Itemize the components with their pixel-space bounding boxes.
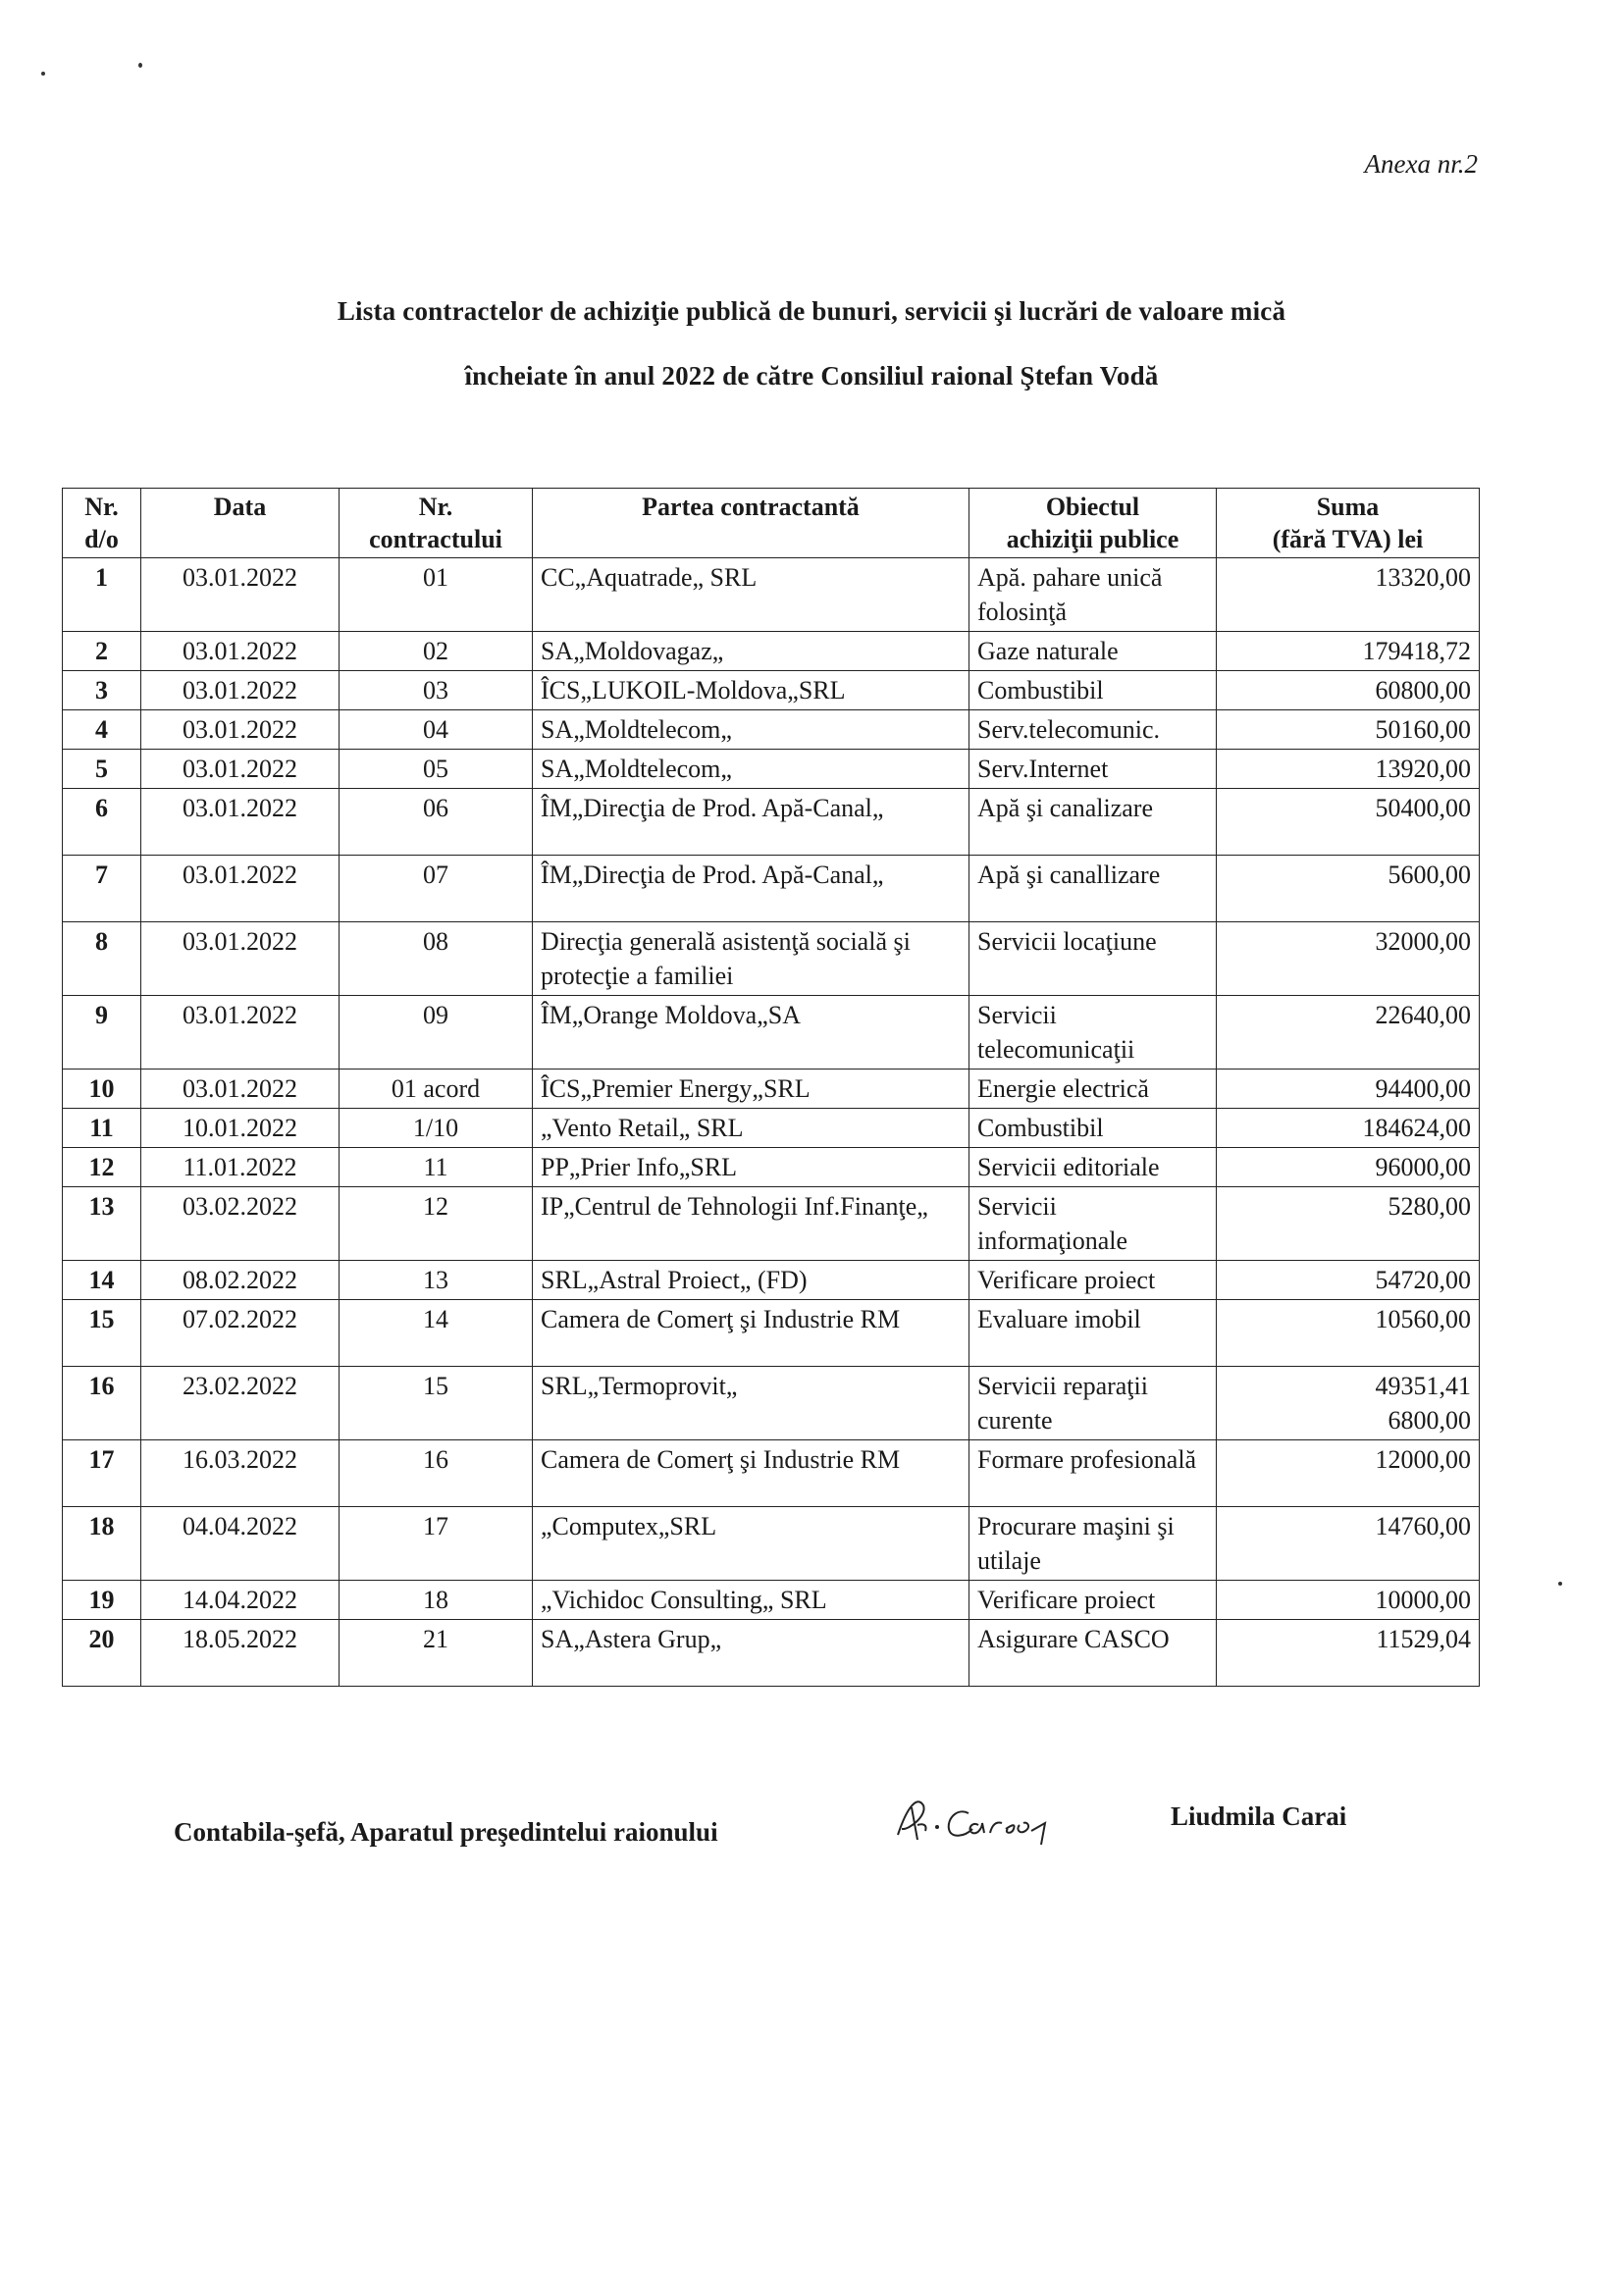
row-number: 13 [63, 1187, 141, 1261]
row-date: 23.02.2022 [141, 1367, 340, 1440]
row-date: 04.04.2022 [141, 1507, 340, 1581]
row-date: 16.03.2022 [141, 1440, 340, 1507]
row-date: 03.01.2022 [141, 558, 340, 632]
row-contract-number: 1/10 [340, 1109, 533, 1148]
row-date: 11.01.2022 [141, 1148, 340, 1187]
table-row [63, 1070, 1480, 1109]
row-sum: 12000,00 [1217, 1440, 1480, 1507]
scan-speck [138, 63, 142, 68]
row-contract-number: 09 [340, 996, 533, 1070]
row-number: 15 [63, 1300, 141, 1367]
row-number: 1 [63, 558, 141, 632]
row-date: 10.01.2022 [141, 1109, 340, 1148]
row-contract-number: 13 [340, 1261, 533, 1300]
row-object: Evaluare imobil [969, 1300, 1217, 1367]
header-contract-number: Nr. contractului [340, 489, 533, 558]
row-object: Formare profesională [969, 1440, 1217, 1507]
row-number: 8 [63, 922, 141, 996]
row-date: 07.02.2022 [141, 1300, 340, 1367]
table-row [63, 856, 1480, 922]
row-sum: 179418,72 [1217, 632, 1480, 671]
row-number: 4 [63, 710, 141, 750]
row-date: 03.01.2022 [141, 750, 340, 789]
row-date: 03.01.2022 [141, 671, 340, 710]
signer-name: Liudmila Carai [1171, 1801, 1347, 1831]
row-date: 03.02.2022 [141, 1187, 340, 1261]
document-title-line2: încheiate în anul 2022 de către Consiliul raional Ştefan Vodă [464, 361, 1159, 391]
row-object: Apă şi canalizare [969, 789, 1217, 856]
row-contract-number: 16 [340, 1440, 533, 1507]
row-object: Servicii locaţiune [969, 922, 1217, 996]
row-object: Combustibil [969, 671, 1217, 710]
row-sum: 50400,00 [1217, 789, 1480, 856]
row-date: 14.04.2022 [141, 1581, 340, 1620]
row-number: 19 [63, 1581, 141, 1620]
row-date: 03.01.2022 [141, 922, 340, 996]
row-contract-number: 07 [340, 856, 533, 922]
row-number: 6 [63, 789, 141, 856]
row-number: 9 [63, 996, 141, 1070]
table-row [63, 710, 1480, 750]
row-contract-number: 01 acord [340, 1070, 533, 1109]
row-contract-number: 18 [340, 1581, 533, 1620]
row-party: Camera de Comerţ şi Industrie RM [533, 1300, 969, 1367]
row-object: Apă. pahare unică folosinţă [969, 558, 1217, 632]
table-row [63, 922, 1480, 996]
signer-role: Contabila-şefă, Aparatul preşedintelui raionului [174, 1817, 718, 1847]
table-row [63, 1109, 1480, 1148]
row-party: „Computex„SRL [533, 1507, 969, 1581]
row-contract-number: 02 [340, 632, 533, 671]
row-object: Apă şi canallizare [969, 856, 1217, 922]
row-party: SA„Moldovagaz„ [533, 632, 969, 671]
row-sum: 11529,04 [1217, 1620, 1480, 1687]
table-row [63, 1261, 1480, 1300]
row-contract-number: 03 [340, 671, 533, 710]
table-row [63, 558, 1480, 632]
row-date: 03.01.2022 [141, 789, 340, 856]
row-object: Asigurare CASCO [969, 1620, 1217, 1687]
table-row [63, 632, 1480, 671]
row-party: ÎCS„Premier Energy„SRL [533, 1070, 969, 1109]
row-number: 5 [63, 750, 141, 789]
row-sum: 96000,00 [1217, 1148, 1480, 1187]
row-contract-number: 04 [340, 710, 533, 750]
row-number: 3 [63, 671, 141, 710]
row-party: SRL„Astral Proiect„ (FD) [533, 1261, 969, 1300]
row-object: Servicii informaţionale [969, 1187, 1217, 1261]
row-number: 14 [63, 1261, 141, 1300]
row-object: Serv.Internet [969, 750, 1217, 789]
table-row [63, 1620, 1480, 1687]
scan-speck [1558, 1582, 1562, 1586]
row-party: „Vento Retail„ SRL [533, 1109, 969, 1148]
row-party: SA„Moldtelecom„ [533, 710, 969, 750]
row-sum: 50160,00 [1217, 710, 1480, 750]
table-row [63, 1300, 1480, 1367]
row-object: Verificare proiect [969, 1581, 1217, 1620]
row-party: SA„Moldtelecom„ [533, 750, 969, 789]
row-number: 10 [63, 1070, 141, 1109]
row-party: ÎM„Orange Moldova„SA [533, 996, 969, 1070]
row-object: Servicii editoriale [969, 1148, 1217, 1187]
row-party: Direcţia generală asistenţă socială şi protecţie a familiei [533, 922, 969, 996]
table-header-row [63, 489, 1480, 558]
row-contract-number: 01 [340, 558, 533, 632]
row-object: Procurare maşini şi utilaje [969, 1507, 1217, 1581]
row-contract-number: 08 [340, 922, 533, 996]
row-contract-number: 05 [340, 750, 533, 789]
row-party: ÎCS„LUKOIL-Moldova„SRL [533, 671, 969, 710]
row-sum: 94400,00 [1217, 1070, 1480, 1109]
row-number: 20 [63, 1620, 141, 1687]
row-object: Combustibil [969, 1109, 1217, 1148]
row-sum: 10560,00 [1217, 1300, 1480, 1367]
row-date: 08.02.2022 [141, 1261, 340, 1300]
handwritten-signature [888, 1786, 1094, 1854]
row-sum: 60800,00 [1217, 671, 1480, 710]
row-contract-number: 15 [340, 1367, 533, 1440]
scan-speck [41, 72, 45, 76]
header-sum: Suma (fără TVA) lei [1217, 489, 1480, 558]
row-sum: 13320,00 [1217, 558, 1480, 632]
row-contract-number: 11 [340, 1148, 533, 1187]
row-sum: 13920,00 [1217, 750, 1480, 789]
row-sum: 32000,00 [1217, 922, 1480, 996]
table-row [63, 996, 1480, 1070]
row-sum: 14760,00 [1217, 1507, 1480, 1581]
row-date: 18.05.2022 [141, 1620, 340, 1687]
row-party: PP„Prier Info„SRL [533, 1148, 969, 1187]
contracts-table [62, 488, 1480, 1687]
row-sum: 22640,00 [1217, 996, 1480, 1070]
row-number: 18 [63, 1507, 141, 1581]
row-number: 7 [63, 856, 141, 922]
annex-number: Anexa nr.2 [1364, 149, 1478, 179]
row-date: 03.01.2022 [141, 1070, 340, 1109]
row-sum-secondary: 6800,00 [1387, 1406, 1471, 1435]
row-number: 17 [63, 1440, 141, 1507]
row-object: Servicii telecomunicaţii [969, 996, 1217, 1070]
row-sum: 49351,41 6800,00 [1217, 1367, 1480, 1440]
document-title-line1: Lista contractelor de achiziţie publică de bunuri, servicii şi lucrări de valoare mică [337, 296, 1286, 326]
table-row [63, 1440, 1480, 1507]
row-date: 03.01.2022 [141, 710, 340, 750]
row-sum: 54720,00 [1217, 1261, 1480, 1300]
row-contract-number: 06 [340, 789, 533, 856]
signature-block [0, 1786, 1623, 1864]
table-row [63, 671, 1480, 710]
row-contract-number: 21 [340, 1620, 533, 1687]
table-row [63, 1507, 1480, 1581]
row-sum: 184624,00 [1217, 1109, 1480, 1148]
row-party: SA„Astera Grup„ [533, 1620, 969, 1687]
row-sum: 5600,00 [1217, 856, 1480, 922]
table-row [63, 789, 1480, 856]
table-row [63, 1187, 1480, 1261]
table-row [63, 1148, 1480, 1187]
row-party: Camera de Comerţ şi Industrie RM [533, 1440, 969, 1507]
row-date: 03.01.2022 [141, 632, 340, 671]
row-party: SRL„Termoprovit„ [533, 1367, 969, 1440]
row-number: 12 [63, 1148, 141, 1187]
table-row [63, 1367, 1480, 1440]
row-sum: 10000,00 [1217, 1581, 1480, 1620]
row-party: „Vichidoc Consulting„ SRL [533, 1581, 969, 1620]
row-date: 03.01.2022 [141, 856, 340, 922]
header-nr: Nr. d/o [63, 489, 141, 558]
header-object: Obiectul achiziţii publice [969, 489, 1217, 558]
row-party: IP„Centrul de Tehnologii Inf.Finanţe„ [533, 1187, 969, 1261]
row-number: 16 [63, 1367, 141, 1440]
row-contract-number: 12 [340, 1187, 533, 1261]
row-party: CC„Aquatrade„ SRL [533, 558, 969, 632]
row-object: Serv.telecomunic. [969, 710, 1217, 750]
table-row [63, 1581, 1480, 1620]
row-number: 2 [63, 632, 141, 671]
row-party: ÎM„Direcţia de Prod. Apă-Canal„ [533, 856, 969, 922]
row-sum: 5280,00 [1217, 1187, 1480, 1261]
table-row [63, 750, 1480, 789]
row-object: Verificare proiect [969, 1261, 1217, 1300]
row-object: Gaze naturale [969, 632, 1217, 671]
row-object: Energie electrică [969, 1070, 1217, 1109]
row-contract-number: 17 [340, 1507, 533, 1581]
row-party: ÎM„Direcţia de Prod. Apă-Canal„ [533, 789, 969, 856]
header-party: Partea contractantă [533, 489, 969, 558]
row-number: 11 [63, 1109, 141, 1148]
row-date: 03.01.2022 [141, 996, 340, 1070]
row-contract-number: 14 [340, 1300, 533, 1367]
header-date: Data [141, 489, 340, 558]
row-object: Servicii reparaţii curente [969, 1367, 1217, 1440]
